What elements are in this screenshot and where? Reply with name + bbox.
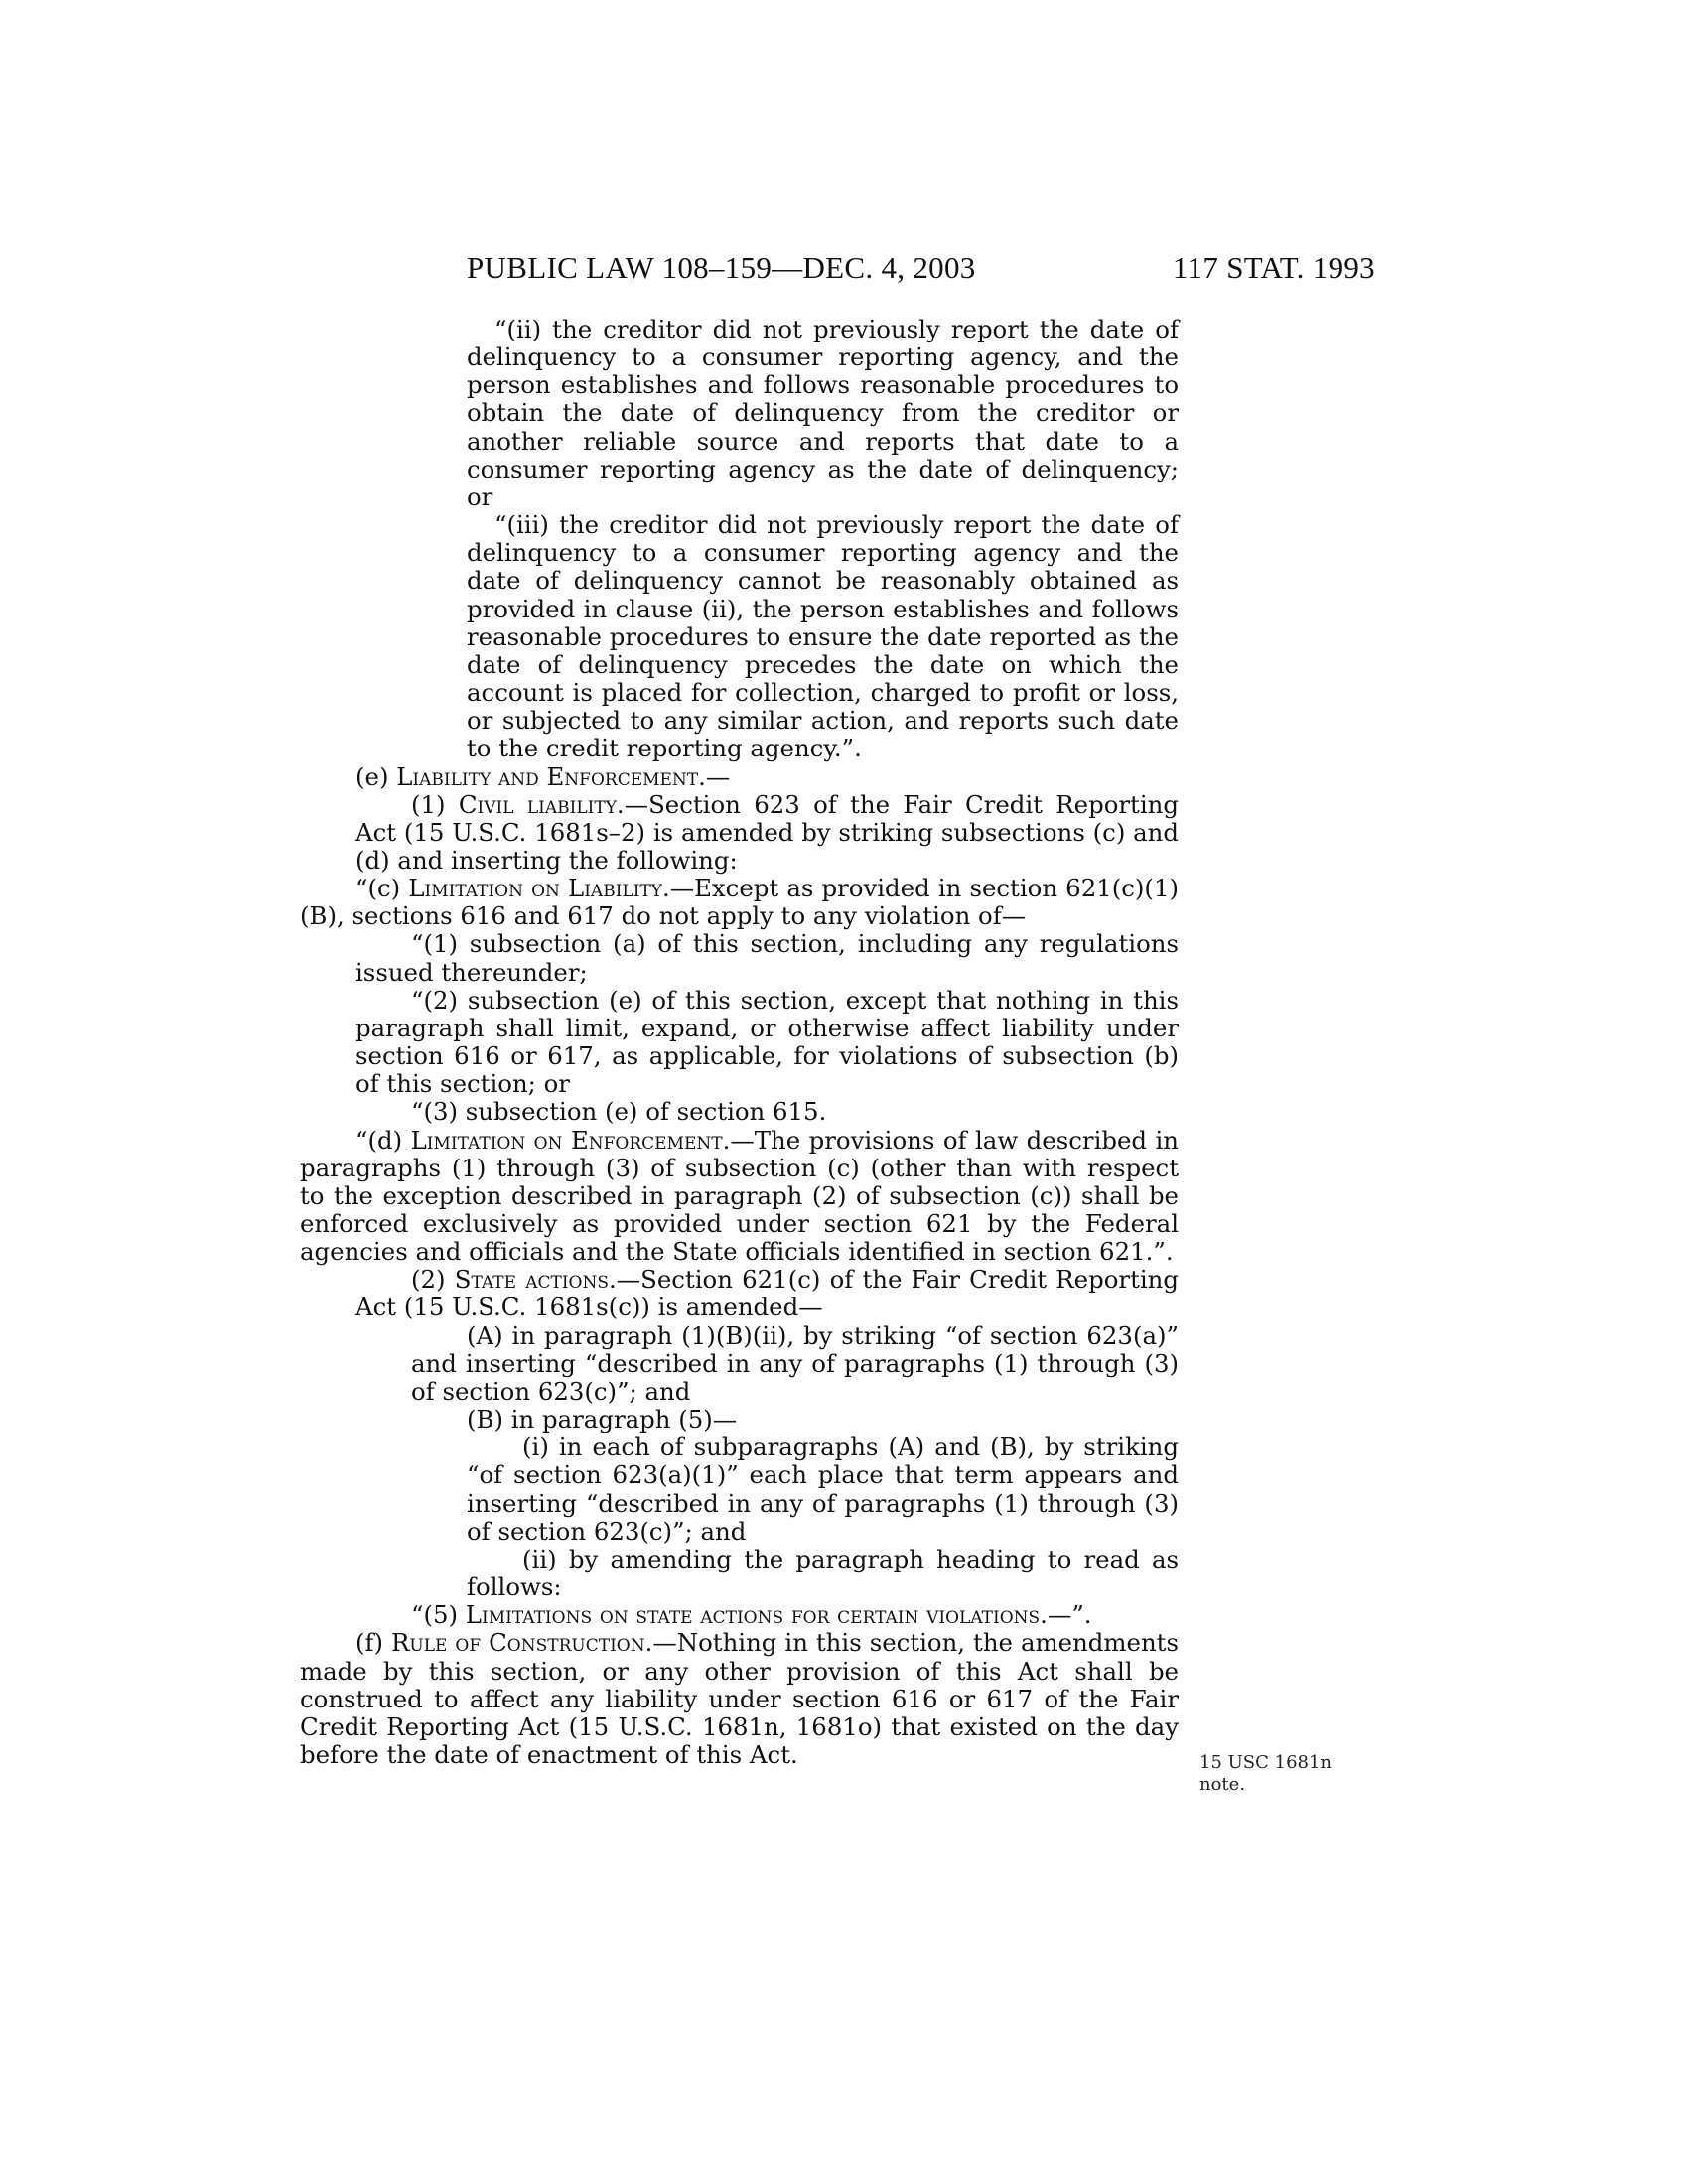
subsection-d-label: “(d) <box>355 1125 403 1155</box>
quoted-heading-5-suffix: —”. <box>1047 1600 1092 1630</box>
paragraph-2-heading: State actions. <box>454 1265 617 1295</box>
subsection-f-text: —Nothing in this section, the amendments made by this section, or any other provision of this Act shall be construed to affect any liability under section 616 or 617 of the Fair Credit Reporting Act (15 U.S.C. 1681n, 1681o) that existed on the day before the date of enactment of this Act. <box>300 1628 1179 1769</box>
clause-ii-amend: (ii) by amending the paragraph heading to read as follows: <box>467 1544 1179 1602</box>
subsection-c-text: —Except as provided in section 621(c)(1)(B), sections 616 and 617 do not apply to any violation of— <box>300 874 1179 931</box>
margin-note-label: note. <box>1199 1774 1246 1795</box>
paragraph-2 <box>355 1266 1179 1321</box>
running-header <box>467 250 1375 290</box>
paragraph-1-label: (1) <box>411 789 446 819</box>
margin-note-citation: 15 USC 1681n <box>1199 1752 1333 1773</box>
subsection-d <box>300 1127 1179 1267</box>
subsection-c-heading: Limitation on Liability. <box>408 874 670 903</box>
quoted-heading-5 <box>355 1601 1179 1629</box>
subsection-d-heading: Limitation on Enforcement. <box>410 1125 731 1155</box>
clause-iii: “(iii) the creditor did not previously report the date of delinquency to a consumer reporting agency and the date of delinquency cannot be reasonably obtained as provided in clause (ii), the person establishes and follows reasonable procedures to ensure the date reported as the date of delinquency precedes the date on which the account is placed for collection, charged to profit or loss, or subjected to any similar action, and reports such date to the credit reporting agency.”. <box>467 510 1179 763</box>
paragraph-2-label: (2) <box>411 1265 446 1295</box>
clause-ii: “(ii) the creditor did not previously report the date of delinquency to a consumer reporting agency, and the person establishes and follows reasonable procedures to obtain the date of delinquency from the creditor or another reliable source and reports that date to a consumer reporting agency as the date of delinquency; or <box>467 315 1179 511</box>
subsection-f-heading: Rule of Construction. <box>391 1628 653 1658</box>
law-citation: PUBLIC LAW 108–159—DEC. 4, 2003 <box>467 250 976 285</box>
paragraph-1 <box>355 791 1179 875</box>
quoted-heading-5-label: “(5) <box>411 1600 459 1630</box>
paragraph-1-text: —Section 623 of the Fair Credit Reporting Act (15 U.S.C. 1681s–2) is amended by striking subsections (c) and (d) and inserting the following: <box>355 789 1179 875</box>
subparagraph-a: (A) in paragraph (1)(B)(ii), by striking “of section 623(a)” and inserting “described in any of paragraphs (1) through (3) of section 623(c)”; and <box>411 1320 1179 1406</box>
quoted-heading-5-title: Limitations on state actions for certain violations. <box>465 1600 1048 1630</box>
paragraph-2-text: —Section 621(c) of the Fair Credit Reporting Act (15 U.S.C. 1681s(c)) is amended— <box>355 1265 1179 1322</box>
list-item-2: “(2) subsection (e) of this section, except that nothing in this paragraph shall limit, expand, or otherwise affect liability under section 616 or 617, as applicable, for violations of subsection (b) of this section; or <box>355 985 1179 1099</box>
subsection-e-title: Liability and Enforcement.— <box>396 761 731 791</box>
subsection-e-heading <box>300 763 1179 791</box>
statute-page-number: 117 STAT. 1993 <box>1172 250 1375 285</box>
statute-text <box>300 316 1179 1769</box>
list-item-1: “(1) subsection (a) of this section, including any regulations issued thereunder; <box>355 929 1179 987</box>
subsection-f-label: (f) <box>355 1628 384 1658</box>
subsection-c-label: “(c) <box>355 874 401 903</box>
margin-note <box>1199 1752 1358 1796</box>
list-item-3: “(3) subsection (e) of section 615. <box>411 1097 827 1127</box>
subsection-d-text: —The provisions of law described in paragraphs (1) through (3) of subsection (c) (other than with respect to the exception described in paragraph (2) of subsection (c)) shall be enforced exclusively as provided under section 621 by the Federal agencies and officials and the State officials identified in section 621.”. <box>300 1125 1179 1267</box>
subsection-e-label: (e) <box>355 761 389 791</box>
clause-i: (i) in each of subparagraphs (A) and (B), by striking “of section 623(a)(1)” each place that term appears and inserting “described in any of paragraphs (1) through (3) of section 623(c)”; and <box>467 1433 1179 1546</box>
subsection-f <box>300 1629 1179 1769</box>
subsection-c <box>300 875 1179 930</box>
subparagraph-b: (B) in paragraph (5)— <box>467 1405 738 1434</box>
paragraph-1-heading: Civil liability. <box>458 789 625 819</box>
